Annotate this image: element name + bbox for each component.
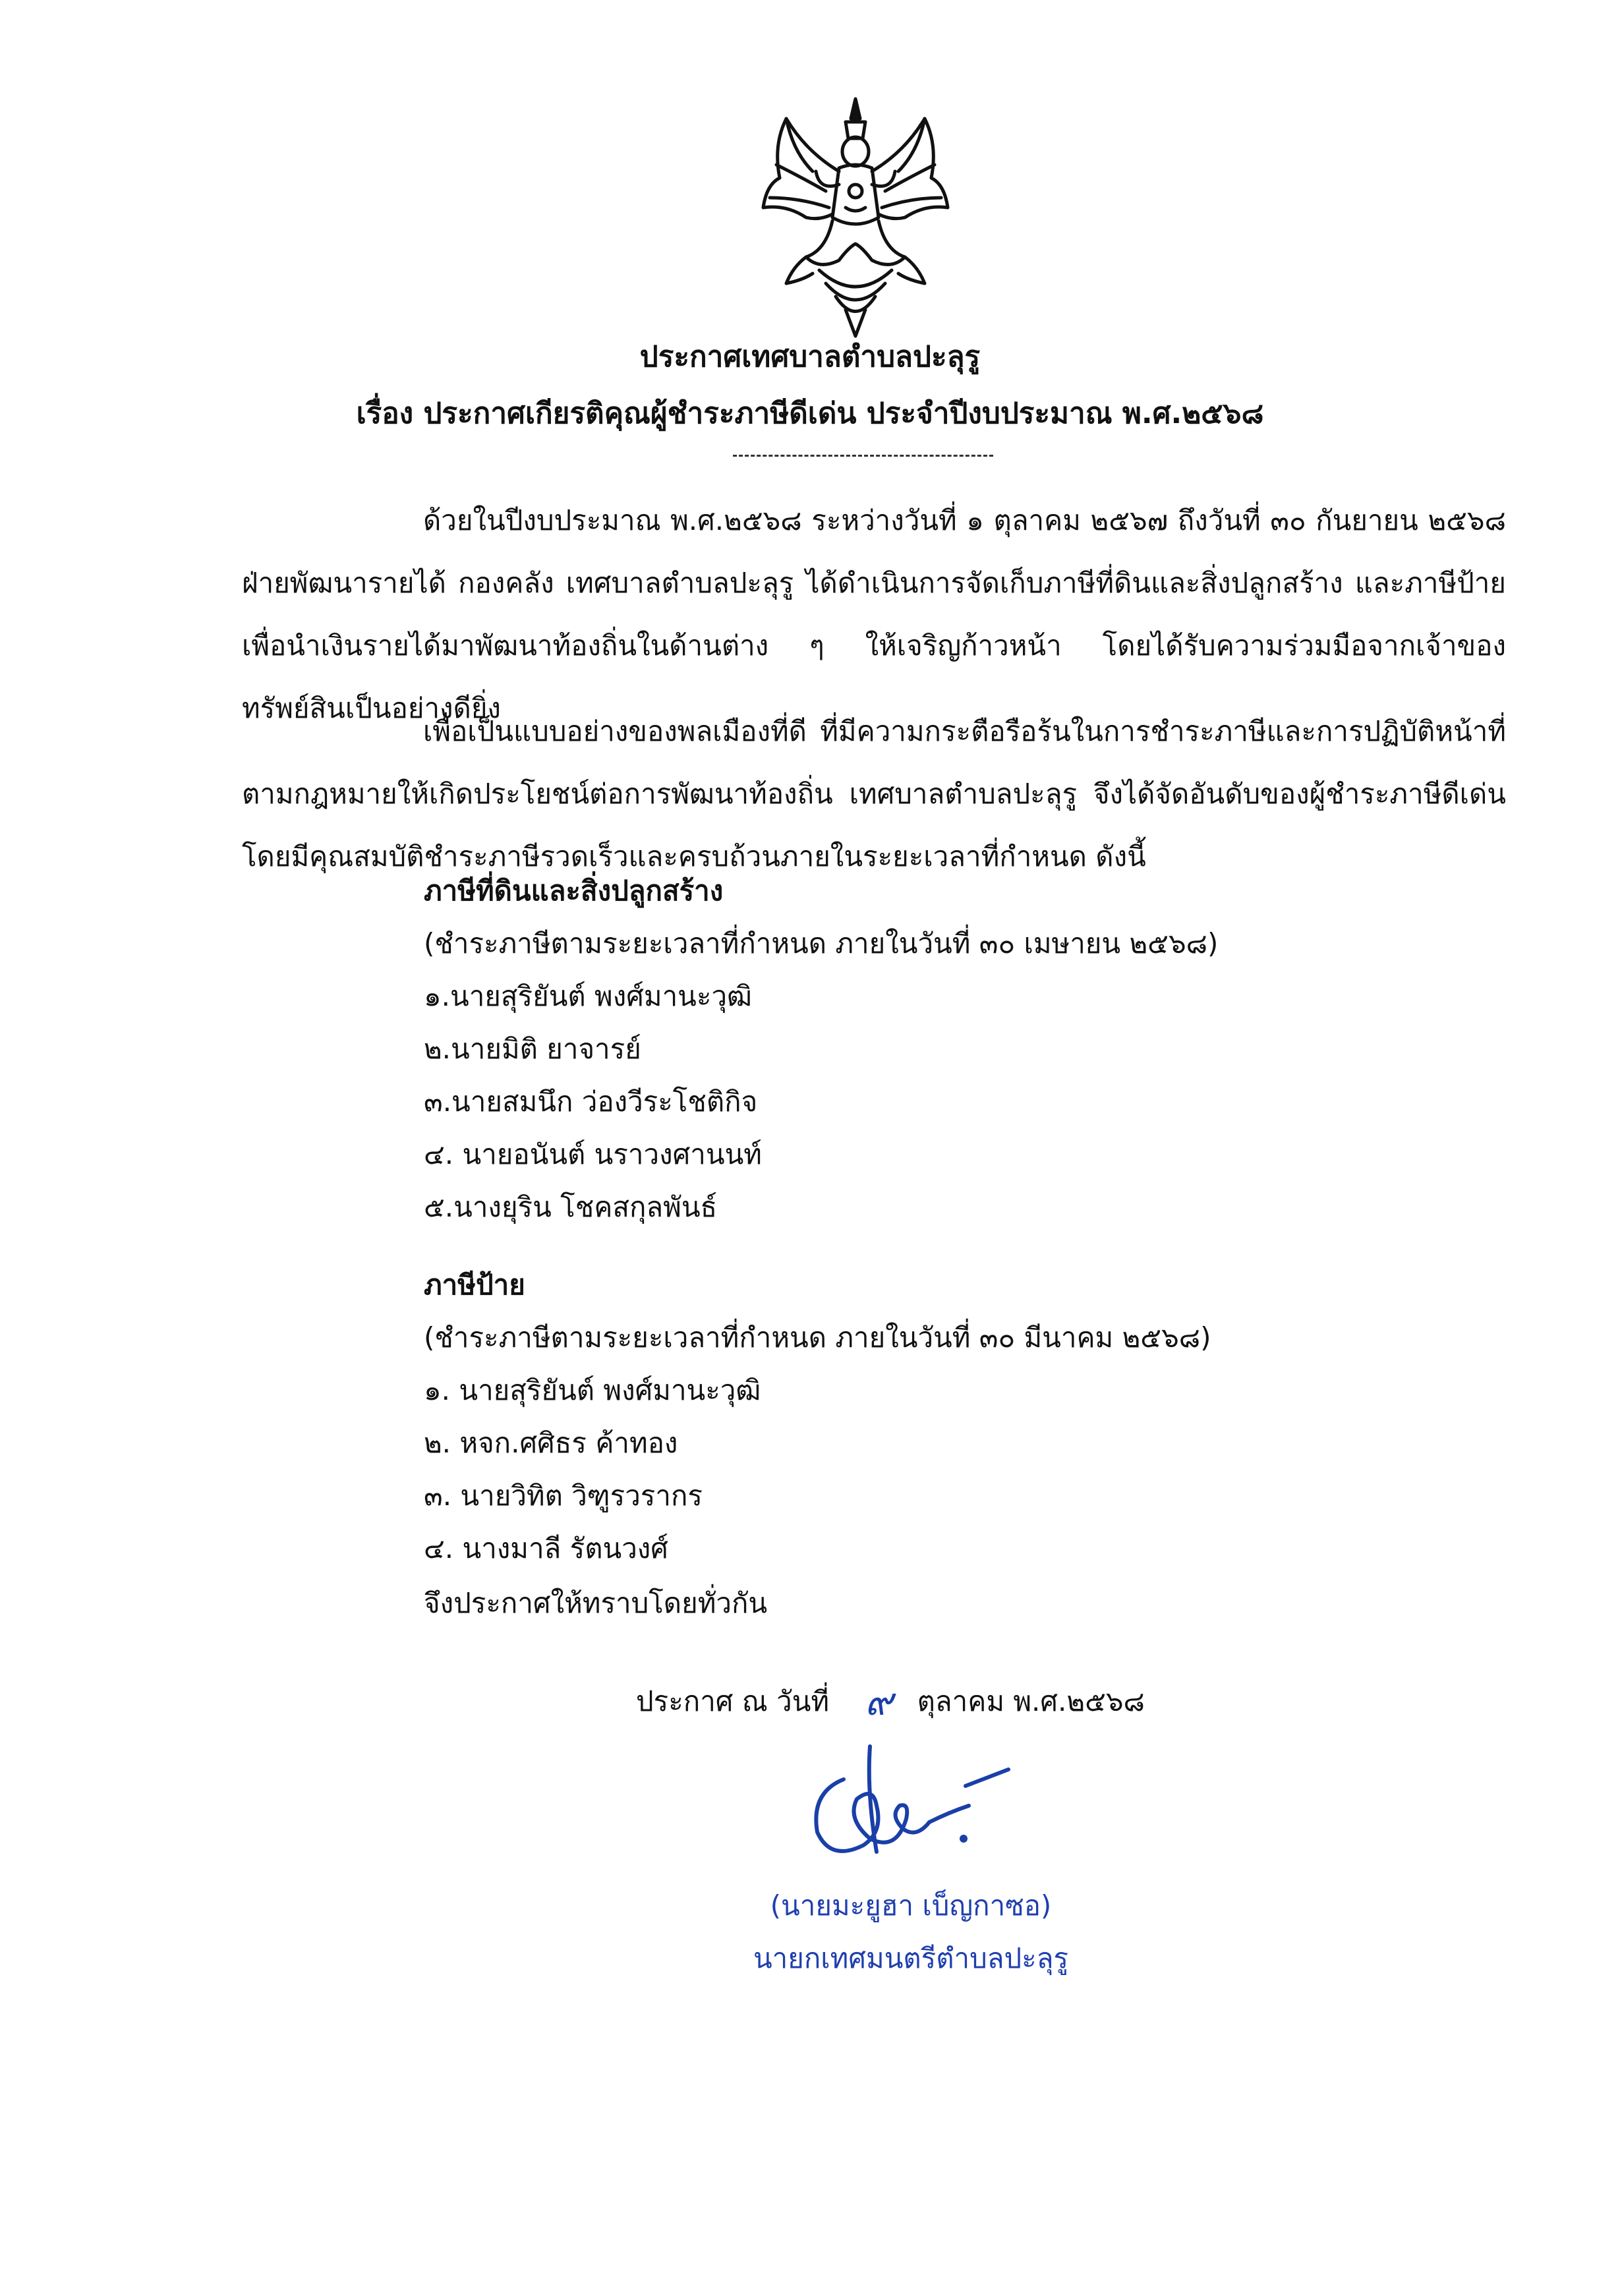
title-divider: [733, 455, 993, 457]
land-tax-list: [424, 970, 1505, 1234]
signer-position: นายกเทศมนตรีตำบลปะลุรู: [753, 1942, 1069, 1974]
land-tax-section: [424, 865, 1505, 1234]
signer-name: (นายมะยูฮา เบ็ญกาซอ): [770, 1889, 1052, 1922]
announcement-subject: เรื่อง ประกาศเกียรติคุณผู้ชำระภาษีดีเด่น ประจำปีงบประมาณ พ.ศ.๒๕๖๘: [356, 397, 1264, 430]
list-item: ๓.นายสมนึก ว่องวีระโชติกิจ: [424, 1085, 758, 1118]
list-item: ๔. นางมาลี รัตนวงศ์: [424, 1532, 668, 1564]
body-paragraph-2: เพื่อเป็นแบบอย่างของพลเมืองที่ดี ที่มีความกระตือรือร้นในการชำระภาษีและการปฏิบัติหน้าที่ตามกฎหมายให้เกิดประโยชน์ต่อการพัฒนาท้องถิ่น เทศบาลตำบลปะลุรู จึงได้จัดอันดับของผู้ชำระภาษีดีเด่น โดยมีคุณสมบัติชำระภาษีรวดเร็วและครบถ้วนภายในระยะเวลาที่กำหนด ดังนี้: [242, 715, 1506, 873]
list-item: ๒. หจก.ศศิธร ค้าทอง: [424, 1427, 678, 1459]
closing-statement: จึงประกาศให้ทราบโดยทั่วกัน: [424, 1587, 768, 1619]
sign-tax-section: [424, 1259, 1505, 1575]
list-item: ๕.นางยุริน โชคสกุลพันธ์: [424, 1191, 718, 1223]
body-paragraph-1: ด้วยในปีงบประมาณ พ.ศ.๒๕๖๘ ระหว่างวันที่ ๑ ตุลาคม ๒๕๖๗ ถึงวันที่ ๓๐ กันยายน ๒๕๖๘ ฝ่ายพัฒนารายได้ กองคลัง เทศบาลตำบลปะลุรู ได้ดำเนินการจัดเก็บภาษีที่ดินและสิ่งปลูกสร้าง และภาษีป้าย เพื่อนำเงินรายได้มาพัฒนาท้องถิ่นในด้านต่าง ๆ ให้เจริญก้าวหน้า โดยได้รับความร่วมมือจากเจ้าของทรัพย์สินเป็นอย่างดียิ่ง: [242, 504, 1506, 724]
sign-tax-title: ภาษีป้าย: [424, 1269, 525, 1301]
garuda-emblem-icon: [747, 92, 964, 343]
land-tax-note: (ชำระภาษีตามระยะเวลาที่กำหนด ภายในวันที่ ๓๐ เมษายน ๒๕๖๘): [424, 927, 1219, 960]
announcement-title: ประกาศเทศบาลตำบลปะลุรู: [639, 340, 981, 374]
land-tax-title: ภาษีที่ดินและสิ่งปลูกสร้าง: [424, 875, 724, 907]
sign-tax-list: [424, 1364, 1505, 1575]
list-item: ๔. นายอนันต์ นราวงศานนท์: [424, 1138, 762, 1170]
signature-mark: [791, 1740, 1028, 1878]
list-item: ๓. นายวิทิต วิฑูรวรากร: [424, 1479, 703, 1512]
list-item: ๒.นายมิติ ยาจารย์: [424, 1033, 641, 1065]
list-item: ๑.นายสุริยันต์ พงศ์มานะวุฒิ: [424, 980, 752, 1012]
sign-tax-note: (ชำระภาษีตามระยะเวลาที่กำหนด ภายในวันที่ ๓๐ มีนาคม ๒๕๖๘): [424, 1321, 1211, 1354]
date-day-handwritten: ๙: [865, 1679, 893, 1724]
date-suffix: ตุลาคม พ.ศ.๒๕๖๘: [917, 1685, 1145, 1717]
date-prefix: ประกาศ ณ วันที่: [636, 1685, 830, 1717]
list-item: ๑. นายสุริยันต์ พงศ์มานะวุฒิ: [424, 1374, 761, 1406]
